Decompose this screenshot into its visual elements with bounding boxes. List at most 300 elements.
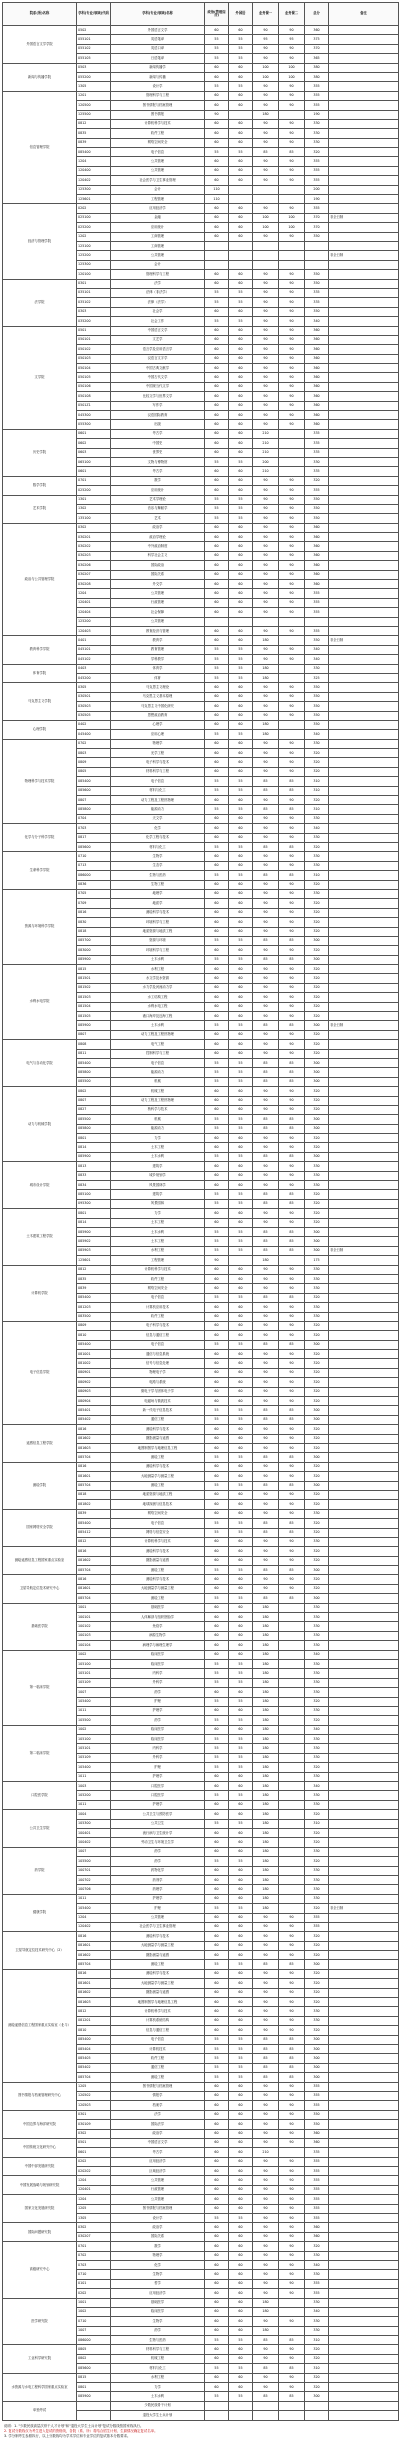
note-cell [329,946,399,955]
subject-two-score-cell: 90 [279,335,305,344]
subject-one-score-cell: 90 [253,946,279,955]
foreign-language-score-cell: 55 [229,1199,253,1208]
department-cell: 水资源与水电工程科学国家重点实验室 [3,2373,77,2401]
subject-two-score-cell [279,467,305,476]
subject-two-score-cell: 90 [279,1932,305,1941]
subject-two-score-cell: 90 [279,26,305,35]
politics-score-cell: 60 [205,307,229,316]
politics-score-cell: 55 [205,1415,229,1424]
foreign-language-score-cell: 60 [229,561,253,570]
table-row [3,852,399,861]
subject-one-score-cell: 180 [253,1904,279,1913]
subject-one-score-cell: 90 [253,1425,279,1434]
note-cell [329,936,399,945]
subject-one-score-cell: 90 [253,2016,279,2025]
politics-score-cell: 60 [205,533,229,542]
note-cell [329,1613,399,1622]
politics-score-cell: 55 [205,1744,229,1753]
subject-code-cell: 055102 [77,44,111,53]
politics-score-cell: 60 [205,1800,229,1809]
subject-code-cell: 0602 [77,439,111,448]
department-cell: 卫星导航定位技术研究中心（2） [3,1932,77,1970]
table-row [3,1040,399,1049]
politics-score-cell: 55 [205,664,229,673]
foreign-language-score-cell: 60 [229,1509,253,1518]
department-cell: 电气与自动化学院 [3,1040,77,1087]
subject-name-cell: 写作学 [111,401,205,410]
subject-two-score-cell: 90 [279,2242,305,2251]
foreign-language-score-cell: 55 [229,936,253,945]
subject-code-cell: 085500 [77,1077,111,1086]
politics-score-cell: 60 [205,880,229,889]
total-score-cell: 300 [305,2035,329,2044]
subject-one-score-cell: 85 [253,1199,279,1208]
subject-two-score-cell: 85 [279,1246,305,1255]
subject-one-score-cell: 90 [253,1171,279,1180]
subject-code-cell: 081505 [77,1012,111,1021]
foreign-language-score-cell: 60 [229,2354,253,2363]
total-score-cell: 360 [305,364,329,373]
total-score-cell: 355 [305,589,329,598]
note-cell [329,232,399,241]
note-cell [329,439,399,448]
politics-score-cell: 60 [205,486,229,495]
subject-code-cell: 1001 [77,1603,111,1612]
subject-one-score-cell: 90 [253,2383,279,2392]
subject-name-cell: 地质学 [111,899,205,908]
foreign-language-score-cell: 60 [229,2223,253,2232]
subject-two-score-cell: 90 [279,1969,305,1978]
subject-one-score-cell: 180 [253,636,279,645]
note-cell [329,1143,399,1152]
note-cell [329,2270,399,2279]
subject-one-score-cell: 90 [253,504,279,513]
subject-code-cell: 030505 [77,711,111,720]
politics-score-cell: 55 [205,1716,229,1725]
subject-two-score-cell: 90 [279,1218,305,1227]
subject-name-cell: 图书情报与档案管理 [111,2082,205,2091]
total-score-cell: 360 [305,345,329,354]
foreign-language-score-cell: 60 [229,1143,253,1152]
total-score-cell: 320 [305,1857,329,1866]
subject-name-cell: 软件工程 [111,129,205,138]
subject-one-score-cell: 180 [253,1622,279,1631]
subject-one-score-cell: 90 [253,711,279,720]
politics-score-cell: 55 [205,317,229,326]
subject-code-cell: 100706 [77,1885,111,1894]
note-cell [329,1875,399,1884]
foreign-language-score-cell: 60 [229,354,253,363]
subject-name-cell: 地质资源与地质工程 [111,1490,205,1499]
subject-one-score-cell: 90 [253,1303,279,1312]
subject-two-score-cell: 90 [279,692,305,701]
total-score-cell: 350 [305,683,329,692]
subject-code-cell: 0818 [77,927,111,936]
total-score-cell: 300 [305,1960,329,1969]
subject-two-score-cell: 90 [279,307,305,316]
subject-name-cell: 环境科学与工程 [111,946,205,955]
subject-one-score-cell: 90 [253,702,279,711]
subject-one-score-cell: 85 [253,1152,279,1161]
foreign-language-score-cell: 60 [229,2007,253,2016]
subject-name-cell: 大地测量学与测量工程 [111,1584,205,1593]
subject-code-cell: 0816 [77,1547,111,1556]
subject-two-score-cell: 90 [279,1105,305,1114]
foreign-language-score-cell: 55 [229,730,253,739]
politics-score-cell: 60 [205,1941,229,1950]
department-cell: 中国发展战略与规划研究院 [3,2176,77,2195]
subject-two-score-cell: 90 [279,1397,305,1406]
subject-one-score-cell: 90 [253,1584,279,1593]
total-score-cell: 355 [305,2167,329,2176]
note-cell [329,1941,399,1950]
subject-two-score-cell: 90 [279,129,305,138]
politics-score-cell: 60 [205,1584,229,1593]
subject-code-cell: 085800 [77,805,111,814]
total-score-cell: 320 [305,2026,329,2035]
politics-score-cell: 60 [205,918,229,927]
total-score-cell: 320 [305,1134,329,1143]
foreign-language-score-cell: 60 [229,204,253,213]
subject-name-cell: 公共管理 [111,166,205,175]
subject-code-cell: 0401 [77,636,111,645]
politics-score-cell: 60 [205,2251,229,2260]
subject-two-score-cell: 90 [279,833,305,842]
subject-two-score-cell: 90 [279,1209,305,1218]
subject-two-score-cell [279,2401,305,2410]
subject-one-score-cell: 180 [253,1829,279,1838]
total-score-cell: 320 [305,1443,329,1452]
subject-one-score-cell: 180 [253,1875,279,1884]
total-score-cell: 320 [305,1716,329,1725]
subject-one-score-cell: 180 [253,720,279,729]
politics-score-cell: 60 [205,1547,229,1556]
total-score-cell: 300 [305,1237,329,1246]
subject-two-score-cell [279,1866,305,1875]
subject-code-cell: 0603 [77,448,111,457]
subject-name-cell: 中国古代文学 [111,373,205,382]
politics-score-cell [205,617,229,626]
department-cell: 国际问题研究院 [3,2223,77,2242]
total-score-cell: 320 [305,1519,329,1528]
subject-two-score-cell: 90 [279,364,305,373]
note-cell [329,702,399,711]
table-row [3,1603,399,1612]
politics-score-cell: 60 [205,411,229,420]
politics-score-cell: 60 [205,72,229,81]
foreign-language-score-cell: 60 [229,1462,253,1471]
total-score-cell: 330 [305,1875,329,1884]
subject-code-cell: 030208 [77,580,111,589]
politics-score-cell: 55 [205,1960,229,1969]
foreign-language-score-cell: 60 [229,129,253,138]
subject-name-cell: 考古学 [111,467,205,476]
subject-name-cell: 生物工程 [111,880,205,889]
politics-score-cell: 55 [205,1481,229,1490]
politics-score-cell: 55 [205,1857,229,1866]
politics-score-cell: 55 [205,2063,229,2072]
note-cell: 非全日制 [329,1904,399,1913]
politics-score-cell: 55 [205,54,229,63]
note-cell [329,1509,399,1518]
subject-name-cell: 临床医学 [111,1725,205,1734]
foreign-language-score-cell: 60 [229,467,253,476]
foreign-language-score-cell: 60 [229,758,253,767]
subject-name-cell: 大地测量学与测量工程 [111,1941,205,1950]
subject-two-score-cell: 90 [279,1913,305,1922]
note-cell [329,486,399,495]
foreign-language-score-cell: 60 [229,1397,253,1406]
total-score-cell: 360 [305,411,329,420]
note-cell [329,2204,399,2213]
subject-name-cell: 英语口译 [111,44,205,53]
subject-name-cell: 药学 [111,1688,205,1697]
subject-two-score-cell: 90 [279,1002,305,1011]
note-cell: 非全日制 [329,1021,399,1030]
subject-two-score-cell: 90 [279,1509,305,1518]
foreign-language-score-cell: 60 [229,364,253,373]
total-score-cell: 330 [305,1274,329,1283]
table-row [3,1847,399,1856]
note-cell [329,1171,399,1180]
subject-name-cell: 基础医学 [111,2298,205,2307]
subject-one-score-cell: 90 [253,2185,279,2194]
subject-one-score-cell: 210 [253,2148,279,2157]
subject-one-score-cell: 180 [253,1678,279,1687]
subject-name-cell: 能源动力 [111,805,205,814]
subject-code-cell: 0811 [77,1049,111,1058]
subject-one-score-cell: 90 [253,326,279,335]
total-score-cell: 330 [305,664,329,673]
department-cell: 测绘遥感信息工程国家重点实验室（北斗） [3,1969,77,2082]
subject-name-cell: 能源动力 [111,1068,205,1077]
subject-one-score-cell: 90 [253,1368,279,1377]
subject-two-score-cell: 90 [279,2167,305,2176]
foreign-language-score-cell [229,110,253,119]
table-row [3,476,399,485]
subject-one-score-cell: 90 [253,91,279,100]
total-score-cell: 355 [305,608,329,617]
subject-one-score-cell: 180 [253,1800,279,1809]
total-score-cell: 320 [305,476,329,485]
total-score-cell: 360 [305,2232,329,2241]
subject-two-score-cell [279,1800,305,1809]
subject-name-cell: 工商管理 [111,241,205,250]
note-cell [329,2326,399,2335]
footnotes [2,2424,398,2439]
subject-name-cell: 风景园林学 [111,1181,205,1190]
subject-one-score-cell: 180 [253,1659,279,1668]
subject-one-score-cell: 180 [253,2298,279,2307]
subject-one-score-cell: 90 [253,335,279,344]
foreign-language-score-cell: 60 [229,1537,253,1546]
subject-one-score-cell: 100 [253,213,279,222]
subject-code-cell: 050108 [77,392,111,401]
department-cell: 基础医学院 [3,1603,77,1650]
subject-one-score-cell: 85 [253,936,279,945]
note-cell [329,824,399,833]
politics-score-cell: 60 [205,373,229,382]
politics-score-cell: 55 [205,1190,229,1199]
subject-code-cell: 050106 [77,382,111,391]
table-row [3,326,399,335]
total-score-cell: 320 [305,983,329,992]
total-score-cell: 300 [305,1406,329,1415]
subject-code-cell: 0704 [77,814,111,823]
politics-score-cell: 60 [205,1537,229,1546]
total-score-cell: 330 [305,1509,329,1518]
subject-name-cell: 测绘科学与技术 [111,1575,205,1584]
foreign-language-score-cell: 55 [229,655,253,664]
politics-score-cell: 55 [205,1519,229,1528]
subject-name-cell: 区域经济学 [111,2167,205,2176]
note-cell [329,1303,399,1312]
subject-name-cell: 病理学与病理生理学 [111,1641,205,1650]
politics-score-cell: 55 [205,495,229,504]
subject-one-score-cell: 90 [253,908,279,917]
subject-two-score-cell: 90 [279,2345,305,2354]
subject-code-cell: 085900 [77,1152,111,1161]
subject-code-cell: 050105 [77,373,111,382]
department-cell: 物理科学与技术学院 [3,739,77,824]
subject-one-score-cell: 90 [253,1500,279,1509]
politics-score-cell: 60 [205,2148,229,2157]
politics-score-cell: 60 [205,2326,229,2335]
subject-code-cell: 0202 [77,2289,111,2298]
total-score-cell: 330 [305,1847,329,1856]
subject-two-score-cell: 90 [279,1030,305,1039]
note-cell [329,129,399,138]
note-cell [329,2373,399,2382]
subject-name-cell: 流行病与卫生统计学 [111,1829,205,1838]
foreign-language-score-cell: 55 [229,2073,253,2082]
subject-code-cell: 025200 [77,223,111,232]
subject-code-cell: 0815 [77,965,111,974]
foreign-language-score-cell: 60 [229,382,253,391]
foreign-language-score-cell: 60 [229,2167,253,2176]
note-cell [329,392,399,401]
subject-one-score-cell: 90 [253,2138,279,2147]
department-cell: 工业科学研究院 [3,2345,77,2373]
total-score-cell: 320 [305,1697,329,1706]
table-row [3,1725,399,1734]
subject-one-score-cell: 90 [253,1941,279,1950]
note-cell [329,298,399,307]
foreign-language-score-cell: 55 [229,1669,253,1678]
note-cell [329,1669,399,1678]
subject-one-score-cell: 90 [253,2279,279,2288]
subject-two-score-cell: 90 [279,2251,305,2260]
foreign-language-score-cell: 55 [229,1566,253,1575]
foreign-language-score-cell: 55 [229,1293,253,1302]
subject-code-cell: 0839 [77,138,111,147]
subject-code-cell: 0833 [77,1171,111,1180]
total-score-cell: 380 [305,63,329,72]
note-cell [329,2336,399,2345]
note-cell [329,2354,399,2363]
foreign-language-score-cell: 60 [229,2101,253,2110]
subject-code-cell: 105100 [77,1659,111,1668]
foreign-language-score-cell: 60 [229,974,253,983]
subject-two-score-cell: 85 [279,2073,305,2082]
subject-two-score-cell: 85 [279,1406,305,1415]
subject-two-score-cell: 90 [279,1096,305,1105]
politics-score-cell: 60 [205,1434,229,1443]
total-score-cell: 320 [305,1087,329,1096]
subject-one-score-cell: 90 [253,166,279,175]
note-cell [329,270,399,279]
department-cell: 土木建筑工程学院 [3,1209,77,1265]
subject-name-cell: 测绘工程 [111,1453,205,1462]
foreign-language-score-cell: 60 [229,166,253,175]
subject-code-cell: 030501 [77,692,111,701]
subject-code-cell: 081601 [77,1979,111,1988]
subject-code-cell: 085903 [77,1246,111,1255]
subject-code-cell: 045300 [77,411,111,420]
subject-one-score-cell: 180 [253,110,279,119]
total-score-cell: 330 [305,1772,329,1781]
subject-name-cell: 工程管理 [111,1256,205,1265]
subject-one-score-cell: 85 [253,2392,279,2401]
note-cell [329,533,399,542]
subject-name-cell: 力学 [111,2383,205,2392]
foreign-language-score-cell: 60 [229,1134,253,1143]
foreign-language-score-cell: 60 [229,448,253,457]
note-cell [329,514,399,523]
subject-one-score-cell: 90 [253,1490,279,1499]
subject-code-cell: 1305 [77,2214,111,2223]
total-score-cell: 360 [305,542,329,551]
subject-one-score-cell: 90 [253,364,279,373]
foreign-language-score-cell: 55 [229,955,253,964]
subject-two-score-cell: 90 [279,880,305,889]
politics-score-cell: 55 [205,2054,229,2063]
subject-name-cell: 核科学与技术 [111,1105,205,1114]
note-cell [329,1960,399,1969]
total-score-cell: 320 [305,749,329,758]
subject-two-score-cell: 90 [279,1368,305,1377]
foreign-language-score-cell: 60 [229,1603,253,1612]
subject-code-cell: 050102 [77,345,111,354]
foreign-language-score-cell: 55 [229,1753,253,1762]
foreign-language-score-cell: 60 [229,1622,253,1631]
total-score-cell: 335 [305,448,329,457]
note-cell [329,720,399,729]
subject-one-score-cell: 90 [253,138,279,147]
total-score-cell: 300 [305,1415,329,1424]
department-cell: 测绘遥感信息工程国家重点实验室 [3,1547,77,1575]
subject-one-score-cell: 90 [253,307,279,316]
subject-code-cell: 085900 [77,1021,111,1030]
note-cell [329,335,399,344]
subject-name-cell: 物理电子学 [111,1368,205,1377]
politics-score-cell: 55 [205,805,229,814]
note-cell [329,1547,399,1556]
subject-name-cell: 计算机应用技术 [111,1303,205,1312]
total-score-cell: 330 [305,1669,329,1678]
foreign-language-score-cell: 55 [229,1744,253,1753]
total-score-cell: 370 [305,213,329,222]
subject-one-score-cell: 90 [253,1979,279,1988]
note-cell [329,1228,399,1237]
subject-two-score-cell: 85 [279,1058,305,1067]
foreign-language-score-cell: 60 [229,2317,253,2326]
note-cell [329,542,399,551]
politics-score-cell: 60 [205,1181,229,1190]
politics-score-cell: 110 [205,185,229,194]
subject-code-cell: 080901 [77,1368,111,1377]
table-row [3,2138,399,2147]
